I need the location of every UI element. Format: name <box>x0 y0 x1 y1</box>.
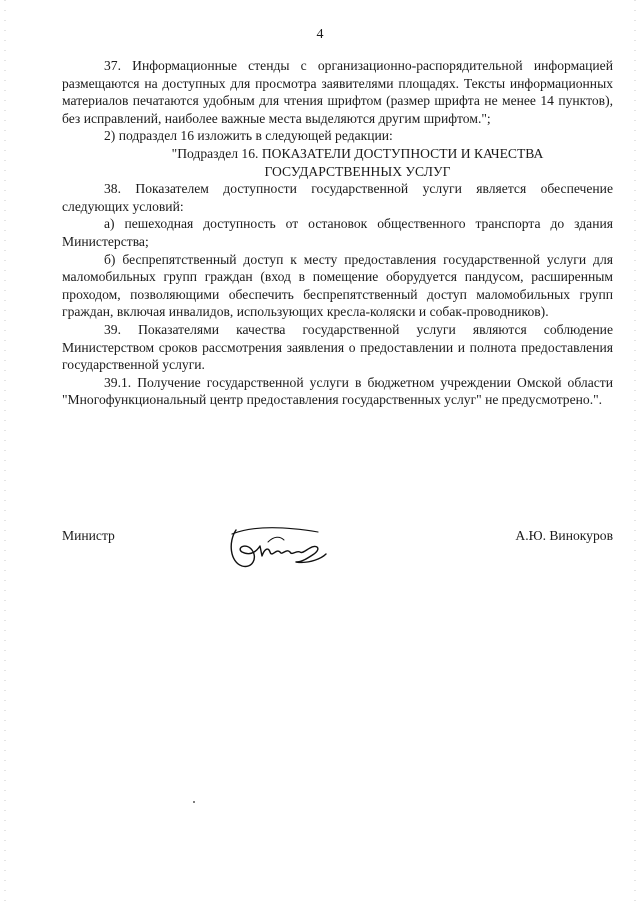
paragraph-37: 37. Информационные стенды с организационно-распорядительной информацией размещаются на доступных для просмотра заявителями площадях. Тексты информационных материалов печатаются удобным для чтения шрифтом (размер шрифта не менее 14 пунктов), без исправлений, наиболее важные места выделяются другим шрифтом."; <box>62 58 613 126</box>
scan-speck <box>193 801 195 803</box>
signatory-title: Министр <box>62 528 115 543</box>
document-body <box>62 57 613 409</box>
paragraph-39: 39. Показателями качества государственной услуги являются соблюдение Министерством сроков рассмотрения заявления о предоставлении и полнота предоставления государственной услуги. <box>62 321 613 373</box>
paragraph-39-1: 39.1. Получение государственной услуги в бюджетном учреждении Омской области "Многофункциональный центр предоставления государственных услуг" не предусмотрено.". <box>62 374 613 408</box>
signatory-name: А.Ю. Винокуров <box>515 528 613 543</box>
signature-block <box>62 522 613 582</box>
page-number: 4 <box>316 27 324 42</box>
paragraph-38: 38. Показателем доступности государственной услуги является обеспечение следующих условий: <box>62 181 613 214</box>
paragraph-38b: б) беспрепятственный доступ к месту предоставления государственной услуги для маломобильных групп граждан (вход в помещение оборудуется пандусом, расширенным проходом, позволяющими обеспечить беспрепятственный доступ маломобильных групп граждан, включая инвалидов, использующих кресла-коляски и собак-проводников). <box>62 251 613 320</box>
section-heading: "Подраздел 16. ПОКАЗАТЕЛИ ДОСТУПНОСТИ И КАЧЕСТВА ГОСУДАРСТВЕННЫХ УСЛУГ <box>171 145 544 179</box>
handwritten-signature <box>222 522 342 572</box>
paragraph-amendment-2: 2) подраздел 16 изложить в следующей редакции: <box>104 128 393 144</box>
right-margin-scan-marks <box>634 0 636 905</box>
paragraph-38a: а) пешеходная доступность от остановок общественного транспорта до здания Министерства; <box>62 216 613 249</box>
left-margin-scan-marks <box>4 0 6 905</box>
